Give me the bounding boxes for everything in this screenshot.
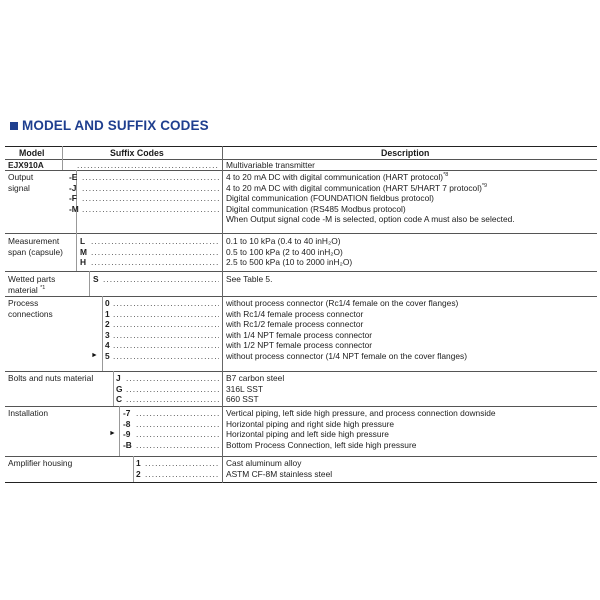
model-code: EJX910A [8,160,44,170]
table-top-rule [5,146,597,147]
leader-dots [113,330,219,340]
row-rule [5,371,597,372]
leader-dots [136,419,219,429]
leader-dots [126,384,219,394]
header-description: Description [381,148,430,158]
description-text: 2.5 to 500 kPa (10 to 2000 inH₂O) [226,257,353,267]
header-column-divider [62,146,63,170]
leader-dots [82,193,219,203]
row-rule [5,296,597,297]
section-title [10,118,209,133]
leader-dots [145,469,219,479]
label-divider [102,296,103,371]
suffix-code: 1 [136,458,141,468]
row-rule [5,406,597,407]
suffix-code: -M [69,203,79,214]
description-text: Digital communication (FOUNDATION fieldbus protocol) [226,193,434,203]
suffix-code: -8 [123,418,131,429]
group-label: Wetted parts [8,274,56,284]
description-text: without process connector (Rc1/4 female on the cover flanges) [226,298,459,308]
suffix-code: -9 [123,429,131,439]
model-suffix-table [5,146,597,484]
leader-dots [136,429,219,439]
description-text: 316L SST [226,383,263,394]
suffix-code: J [116,373,121,383]
group-label: Process [8,298,39,308]
label-divider [133,456,134,482]
leader-dots [77,160,219,170]
leader-dots [136,408,219,418]
label-divider [119,406,120,456]
description-text: ASTM CF-8M stainless steel [226,468,333,479]
standard-option-arrow-icon: ► [91,351,98,359]
description-text: Horizontal piping and left side high pressure [226,429,389,439]
label-divider [113,371,114,406]
footnote-ref: *1 [40,284,46,291]
group-label: material $^{*1}$ [8,284,46,295]
leader-dots [113,298,219,308]
header-suffix-codes: Suffix Codes [110,148,164,158]
suffix-code: S [93,274,99,284]
leader-dots [91,236,219,246]
group-label: Output [8,172,34,182]
suffix-code: L [80,236,86,246]
group-label: Amplifier housing [8,458,73,468]
leader-dots [113,319,219,329]
suffix-code: C [116,394,123,404]
group-label: connections [8,308,53,319]
description-column-divider [222,146,223,483]
description-text: with 1/2 NPT female process connector [226,340,373,350]
square-bullet-icon [10,122,18,130]
description-text: 4 to 20 mA DC with digital communication (HART protocol)$^{*8}$ [226,172,449,182]
suffix-code: 2 [105,319,110,329]
group-label: span (capsule) [8,246,63,257]
suffix-code: -E [69,172,78,182]
suffix-code: -F [69,193,77,203]
table-bottom-rule [5,482,597,483]
description-text: 660 SST [226,394,259,404]
leader-dots [82,172,219,182]
standard-option-arrow-icon: ► [109,430,116,437]
description-text: with 1/4 NPT female process connector [226,329,373,340]
description-text: Horizontal piping and right side high pressure [226,418,395,429]
leader-dots [126,394,219,404]
suffix-code: 5 [105,350,110,361]
leader-dots [113,309,219,319]
row-rule [5,456,597,457]
leader-dots [145,458,219,468]
description-note: When Output signal code -M is selected, option code A must also be selected. [226,214,515,224]
leader-dots [113,340,219,350]
suffix-code: -B [123,439,132,450]
row-rule [5,233,597,234]
description-text: 4 to 20 mA DC with digital communication (HART 5/HART 7 protocol)$^{*9}$ [226,182,488,193]
leader-dots [91,257,219,267]
suffix-code: 1 [105,308,110,319]
group-label: Measurement [8,236,60,246]
description-text: without process connector (1/4 NPT female on the cover flanges) [226,350,467,361]
row-rule [5,271,597,272]
suffix-code: -7 [123,408,131,418]
header-model: Model [19,148,45,158]
leader-dots [113,351,219,361]
description-text: 0.1 to 10 kPa (0.4 to 40 inH₂O) [226,236,341,246]
suffix-code: 4 [105,340,110,350]
label-divider [89,271,90,296]
suffix-code: 2 [136,468,141,479]
leader-dots [82,204,219,214]
leader-dots [103,274,219,284]
footnote-ref: *9 [481,182,488,189]
footnote-ref: *8 [443,172,449,179]
leader-dots [91,247,219,257]
suffix-code: M [80,246,87,257]
description-text: Digital communication (RS485 Modbus protocol) [226,203,406,214]
suffix-code: H [80,257,87,267]
description-text: Vertical piping, left side high pressure, and process connection downside [226,408,496,418]
description-text: B7 carbon steel [226,373,285,383]
suffix-code: 3 [105,329,110,340]
leader-dots [82,183,219,193]
description-text: Cast aluminum alloy [226,458,302,468]
group-label: signal [8,182,30,193]
group-label: Installation [8,408,49,418]
description-text: with Rc1/2 female process connector [226,319,364,329]
suffix-code: 0 [105,298,110,308]
model-description: Multivariable transmitter [226,160,315,170]
description-text: 0.5 to 100 kPa (2 to 400 inH₂O) [226,246,343,257]
description-text: Bottom Process Connection, left side high pressure [226,439,417,450]
description-text: See Table 5. [226,274,273,284]
group-label: Bolts and nuts material [8,373,94,383]
suffix-code: -J [69,182,77,193]
section-title-text: MODEL AND SUFFIX CODES [22,118,209,133]
leader-dots [126,373,219,383]
suffix-code: G [116,383,123,394]
description-text: with Rc1/4 female process connector [226,308,364,319]
leader-dots [136,440,219,450]
